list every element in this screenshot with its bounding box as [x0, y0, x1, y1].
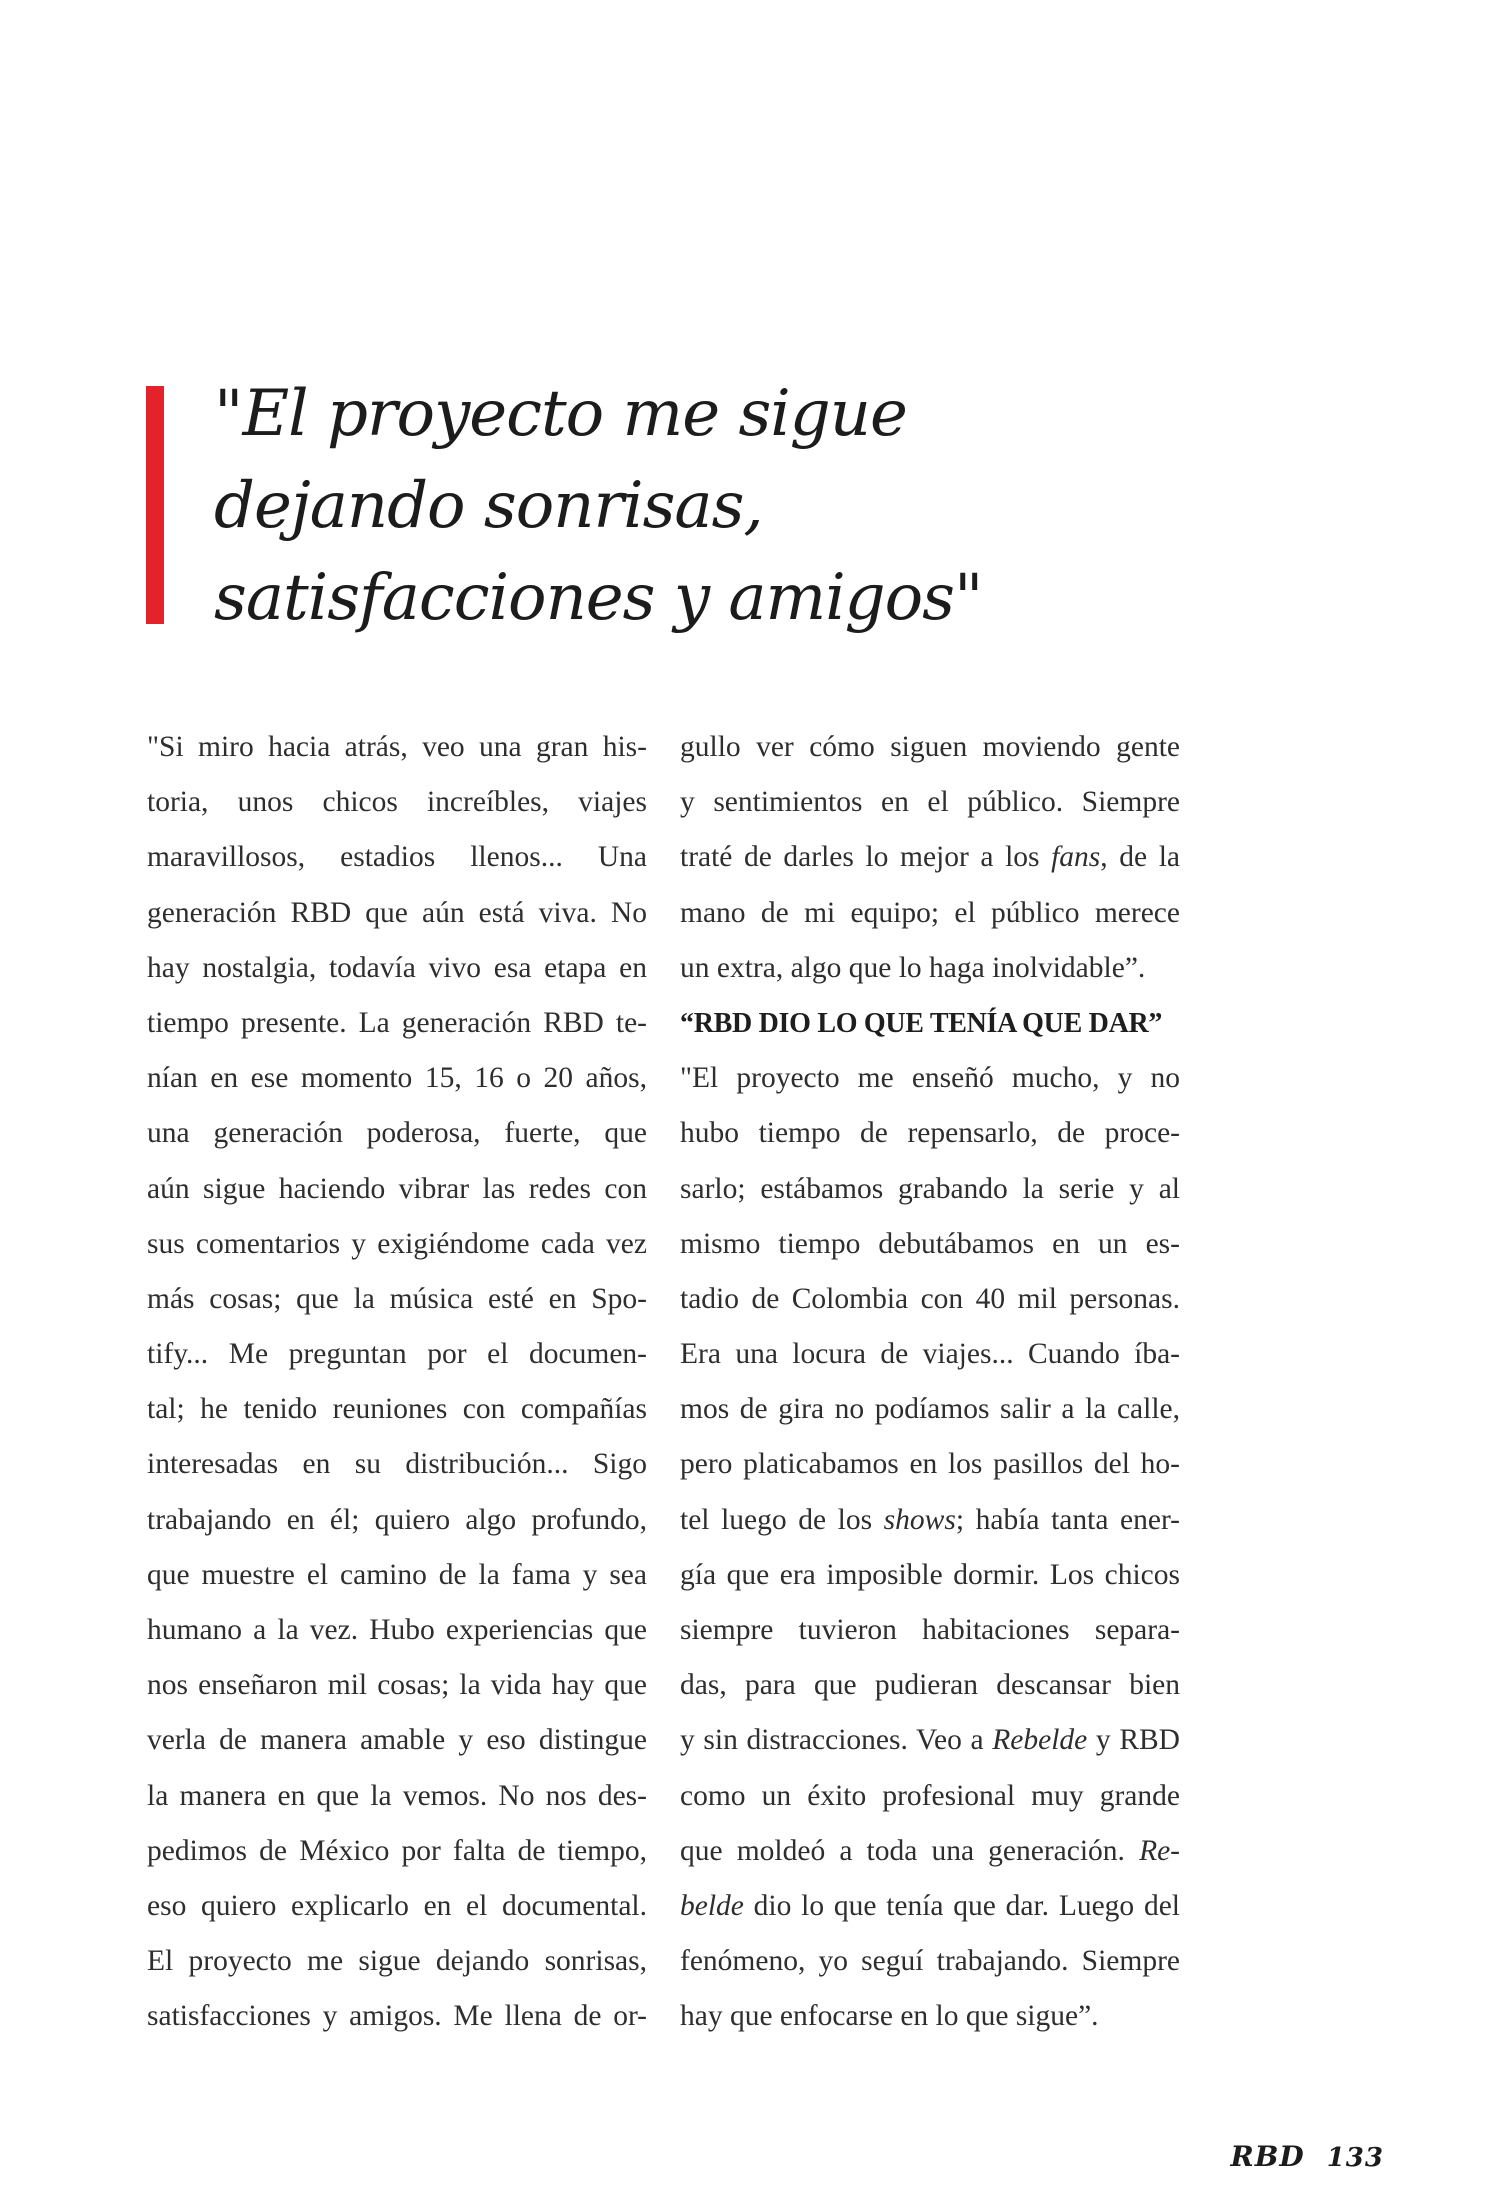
- pull-quote-line: dejando sonrisas,: [214, 469, 763, 543]
- text-line: gullo ver cómo siguen moviendo gente: [680, 731, 1180, 763]
- text-segment: , de la: [1100, 841, 1180, 874]
- text-line: tify... Me preguntan por el documen-: [147, 1338, 647, 1371]
- text-line: nían en ese momento 15, 16 o 20 años,: [147, 1062, 647, 1095]
- text-line: verla de manera amable y eso distingue: [147, 1724, 647, 1757]
- text-line: mos de gira no podíamos salir a la calle,: [680, 1393, 1180, 1426]
- pull-quote-heading: [214, 368, 1314, 644]
- text-segment: traté de darles lo mejor a los: [680, 841, 1052, 874]
- page-number: 133: [1326, 2143, 1384, 2173]
- text-segment: y RBD: [1087, 1724, 1180, 1757]
- rbd-logo: RBD: [1230, 2140, 1305, 2173]
- text-line: que muestre el camino de la fama y sea: [147, 1558, 647, 1591]
- text-line: Era una locura de viajes... Cuando íba-: [680, 1338, 1180, 1371]
- text-line: hubo tiempo de repensarlo, de proce-: [680, 1117, 1180, 1150]
- text-segment: dio lo que tenía que dar. Luego del: [743, 1889, 1180, 1922]
- text-line: la manera en que la vemos. No nos des-: [147, 1779, 647, 1812]
- text-line: siempre tuvieron habitaciones separa-: [680, 1614, 1180, 1646]
- text-line: nos enseñaron mil cosas; la vida hay que: [147, 1669, 647, 1702]
- text-segment: tel luego de los: [680, 1503, 884, 1536]
- italic-term: Rebelde: [992, 1724, 1088, 1757]
- text-line: pedimos de México por falta de tiempo,: [147, 1834, 647, 1867]
- text-line: toria, unos chicos increíbles, viajes: [147, 786, 647, 819]
- section-heading: “RBD DIO LO QUE TENÍA QUE DAR”: [680, 1007, 1163, 1039]
- right-text-column: [680, 720, 1180, 2045]
- text-line: "Si miro hacia atrás, veo una gran his-: [147, 731, 647, 763]
- text-line: un extra, algo que lo haga inolvidable”.: [680, 951, 1146, 984]
- text-line: das, para que pudieran descansar bien: [680, 1669, 1180, 1702]
- text-segment: que moldeó a toda una generación.: [680, 1834, 1140, 1867]
- text-line: aún sigue haciendo vibrar las redes con: [147, 1172, 647, 1205]
- text-line: mano de mi equipo; el público merece: [680, 896, 1180, 929]
- text-line: maravillosos, estadios llenos... Una: [147, 841, 647, 874]
- text-line: [680, 1713, 1180, 1768]
- italic-term: Re-: [1139, 1834, 1180, 1867]
- text-line: mismo tiempo debutábamos en un es-: [680, 1227, 1180, 1260]
- text-segment: ; había tanta ener-: [955, 1503, 1180, 1536]
- text-line: hay nostalgia, todavía vivo esa etapa en: [147, 951, 647, 984]
- text-line: [680, 830, 1180, 885]
- text-line: sus comentarios y exigiéndome cada vez: [147, 1227, 647, 1260]
- text-line: satisfacciones y amigos. Me llena de or-: [147, 2000, 647, 2033]
- text-line: "El proyecto me enseñó mucho, y no: [680, 1062, 1180, 1095]
- text-line: una generación poderosa, fuerte, que: [147, 1117, 647, 1150]
- red-accent-bar: [146, 386, 164, 624]
- text-line: eso quiero explicarlo en el documental.: [147, 1889, 647, 1922]
- text-line: sarlo; estábamos grabando la serie y al: [680, 1172, 1180, 1205]
- page-footer: [1231, 2140, 1385, 2173]
- text-line: [680, 1493, 1180, 1548]
- text-line: más cosas; que la música esté en Spo-: [147, 1282, 647, 1315]
- text-line: hay que enfocarse en lo que sigue”.: [680, 2000, 1099, 2033]
- pull-quote-line: "El proyecto me sigue: [214, 377, 907, 451]
- text-line: interesadas en su distribución... Sigo: [147, 1448, 647, 1481]
- text-line: gía que era imposible dormir. Los chicos: [680, 1558, 1180, 1591]
- text-line: [680, 1824, 1180, 1879]
- left-text-column: [147, 720, 647, 2045]
- text-line: y sentimientos en el público. Siempre: [680, 786, 1180, 819]
- pull-quote-line: satisfacciones y amigos": [214, 561, 983, 635]
- text-line: tiempo presente. La generación RBD te-: [147, 1006, 647, 1039]
- text-line: El proyecto me sigue dejando sonrisas,: [147, 1945, 647, 1978]
- text-line: tal; he tenido reuniones con compañías: [147, 1393, 647, 1426]
- text-line: generación RBD que aún está viva. No: [147, 896, 647, 929]
- text-line: [680, 1879, 1180, 1934]
- text-line: tadio de Colombia con 40 mil personas.: [680, 1282, 1180, 1315]
- text-line: como un éxito profesional muy grande: [680, 1779, 1180, 1812]
- italic-term: shows: [883, 1503, 956, 1536]
- italic-term: fans: [1051, 841, 1101, 874]
- italic-term: belde: [680, 1889, 744, 1922]
- text-line: fenómeno, yo seguí trabajando. Siempre: [680, 1945, 1180, 1978]
- text-line: humano a la vez. Hubo experiencias que: [147, 1614, 647, 1646]
- text-line: trabajando en él; quiero algo profundo,: [147, 1503, 647, 1536]
- text-line: pero platicabamos en los pasillos del ho-: [680, 1448, 1180, 1481]
- text-segment: y sin distracciones. Veo a: [680, 1724, 993, 1757]
